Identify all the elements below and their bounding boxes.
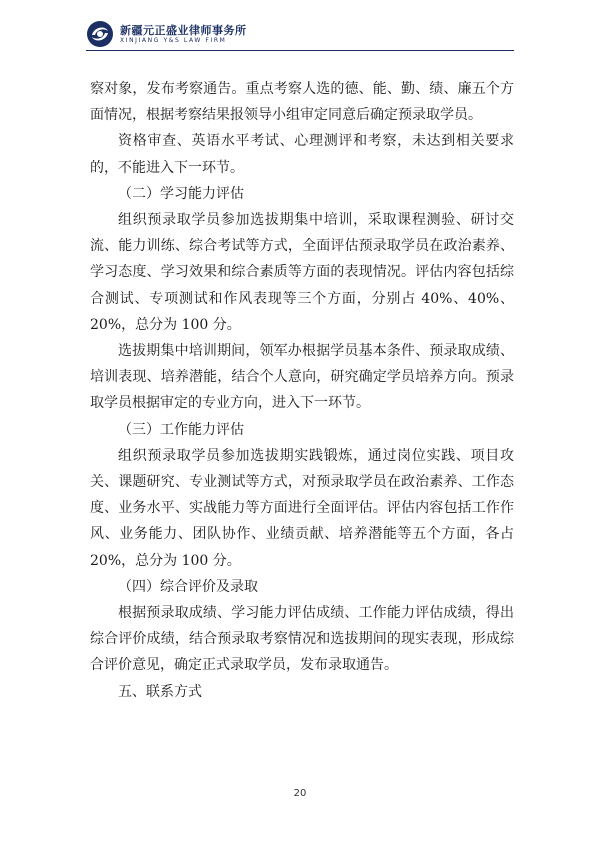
header-divider bbox=[86, 50, 514, 51]
paragraph: 察对象，发布考察通告。重点考察人选的德、能、勤、绩、廉五个方面情况，根据考察结果报领导小组审定同意后确定预录取学员。 bbox=[90, 81, 514, 124]
paragraph: 根据预录取成绩、学习能力评估成绩、工作能力评估成绩，得出综合评价成绩，结合预录取考察情况和选拔期间的现实表现，形成综合评价意见，确定正式录取学员，发布录取通告。 bbox=[90, 605, 514, 674]
section-heading: （三）工作能力评估 bbox=[118, 421, 244, 438]
document-body bbox=[90, 76, 514, 705]
firm-name-en: XINJIANG Y&S LAW FIRM bbox=[120, 37, 227, 44]
firm-name-cn: 新疆元正盛业律师事务所 bbox=[120, 24, 247, 37]
paragraph: 资格审查、英语水平考试、心理测评和考察，未达到相关要求的，不能进入下一环节。 bbox=[90, 133, 514, 176]
circular-swirl-logo-icon bbox=[86, 20, 114, 48]
section-heading: （二）学习能力评估 bbox=[118, 185, 244, 202]
page-header bbox=[86, 20, 514, 50]
paragraph: 组织预录取学员参加选拔期实践锻炼，通过岗位实践、项目攻关、课题研究、专业测试等方式，对预录取学员在政治素养、工作态度、业务水平、实战能力等方面进行全面评估。评估内容包括工作作风、业务能力、团队协作、业绩贡献、培养潜能等五个方面，各占 20%，总分为 100 分。 bbox=[90, 447, 514, 569]
paragraph: 选拔期集中培训期间，领军办根据学员基本条件、预录取成绩、培训表现、培养潜能，结合个人意向，研究确定学员培养方向。预录取学员根据审定的专业方向，进入下一环节。 bbox=[90, 343, 514, 412]
section-heading: 五、联系方式 bbox=[118, 683, 202, 700]
paragraph: 组织预录取学员参加选拔期集中培训，采取课程测验、研讨交流、能力训练、综合考试等方式，全面评估预录取学员在政治素养、学习态度、学习效果和综合素质等方面的表现情况。评估内容包括综合测试、专项测试和作风表现等三个方面，分别占 40%、40%、20%，总分为 100 分。 bbox=[90, 212, 514, 333]
page-number: 20 bbox=[293, 788, 307, 799]
section-heading: （四）综合评价及录取 bbox=[118, 578, 258, 595]
